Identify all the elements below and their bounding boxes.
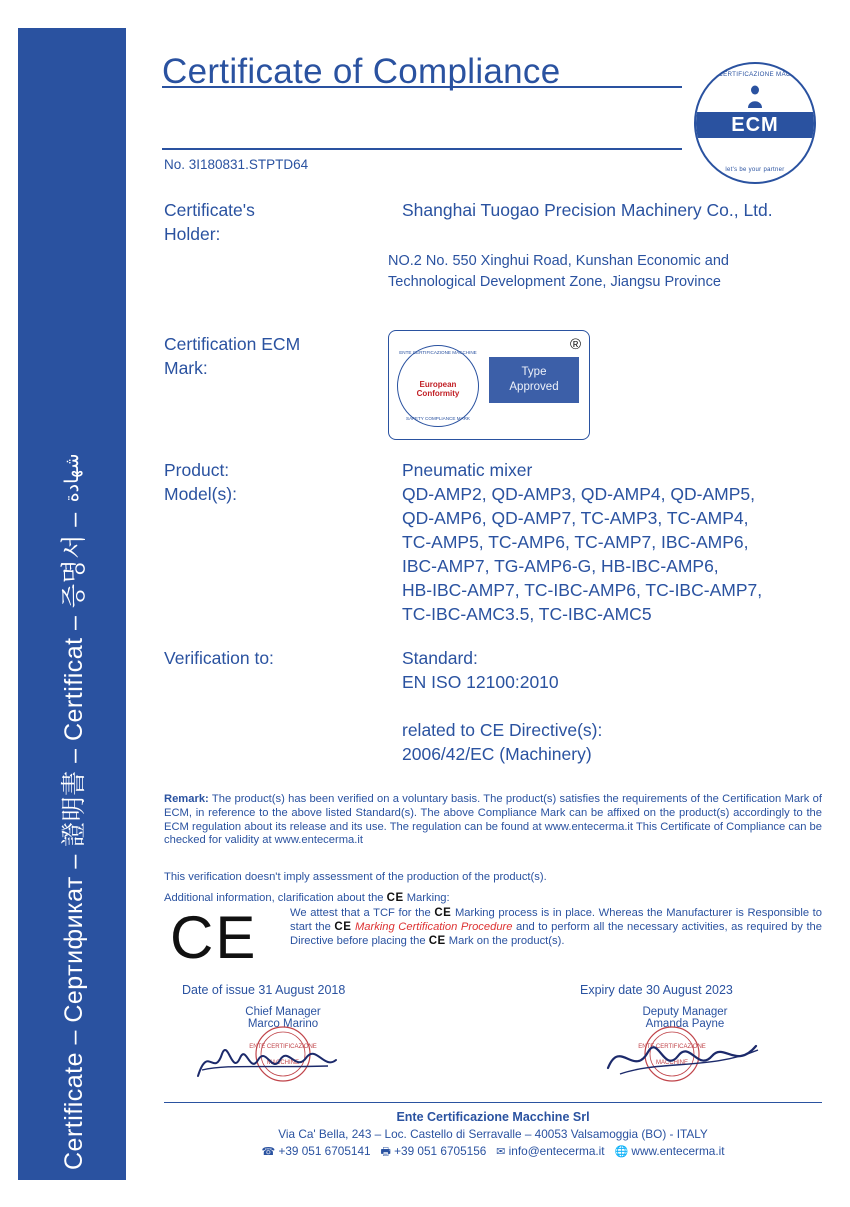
model-line: TC-IBC-AMC3.5, TC-IBC-AMC5	[402, 604, 652, 624]
right-signer-name: Amanda Payne	[645, 1018, 725, 1030]
directive-value	[402, 718, 822, 766]
ce-mark-icon: CE	[428, 935, 446, 947]
type-approved-badge	[489, 357, 579, 403]
certificate-number: No. 3I180831.STPTD64	[164, 157, 309, 172]
model-line: IBC-AMP7, TG-AMP6-G, HB-IBC-AMP6,	[402, 556, 719, 576]
type-approved-line1: Type	[521, 366, 547, 378]
compliance-mark-ring-bottom: SAFETY COMPLIANCE MARK	[406, 416, 470, 421]
additional-info-post: Marking:	[406, 892, 450, 904]
attest-part1: We attest that a TCF for the	[290, 907, 431, 919]
ce-mark-icon: CE	[434, 907, 452, 919]
globe-icon: 🌐	[614, 1146, 629, 1158]
footer-phone: +39 051 6705141	[278, 1144, 371, 1158]
page-title: Certificate of Compliance	[162, 52, 561, 91]
left-language-band	[18, 28, 126, 1180]
ce-mark-icon: CE	[334, 921, 352, 933]
compliance-mark-center-line2: Conformity	[416, 389, 460, 398]
holder-address: NO.2 No. 550 Xinghui Road, Kunshan Economic and Technological Development Zone, Jiangsu Province	[388, 253, 729, 290]
compliance-mark-center	[398, 380, 478, 398]
verification-label: Verification to:	[164, 648, 274, 668]
verification-value	[402, 646, 822, 694]
model-line: HB-IBC-AMP7, TC-IBC-AMP6, TC-IBC-AMP7,	[402, 580, 763, 600]
signature-right	[570, 1006, 800, 1086]
directive-label: related to CE Directive(s):	[402, 720, 603, 740]
ecm-logo-ring-top: ENTE CERTIFICAZIONE MACCHINE	[698, 71, 812, 78]
left-band-languages: Certificate – Сертификат – 證明書 – Certificat – 증명서 –	[60, 512, 88, 1170]
right-signature-image	[590, 1024, 780, 1086]
models-label: Model(s):	[164, 484, 237, 504]
footer-website[interactable]: www.entecerma.it	[631, 1144, 725, 1158]
ecm-mark-label-line1: Certification ECM	[164, 334, 301, 354]
model-line: QD-AMP6, QD-AMP7, TC-AMP3, TC-AMP4,	[402, 508, 749, 528]
left-signer-name: Marco Marino	[247, 1018, 319, 1030]
compliance-mark-center-line1: European	[419, 380, 457, 389]
issue-date: Date of issue 31 August 2018	[182, 983, 346, 997]
verification-note: This verification doesn't imply assessment of the production of the product(s).	[164, 871, 547, 883]
remark-heading: Remark:	[164, 793, 209, 805]
svg-text:MACCHINE: MACCHINE	[266, 1060, 300, 1066]
left-band-arabic: شهادة	[61, 453, 83, 503]
fax-icon: 🖶	[380, 1146, 391, 1158]
standard-value: EN ISO 12100:2010	[402, 672, 559, 692]
holder-label-line1: Certificate's	[164, 200, 255, 220]
certificate-content	[150, 30, 822, 1180]
footer-rule	[164, 1102, 822, 1103]
footer-address: Via Ca' Bella, 243 – Loc. Castello di Serravalle – 40053 Valsamoggia (BO) - ITALY	[278, 1127, 708, 1141]
attest-part2: Marking process is in place. Whereas the Manufacturer is Responsible to start the	[290, 907, 822, 933]
attest-red-text: Marking Certification Procedure	[354, 921, 513, 933]
compliance-mark-ring-top: ENTE CERTIFICAZIONE MACCHINE	[399, 350, 477, 355]
type-approved-line2: Approved	[509, 381, 559, 393]
footer-company: Ente Certificazione Macchine Srl	[396, 1110, 590, 1124]
standard-label: Standard:	[402, 648, 478, 668]
expiry-date: Expiry date 30 August 2023	[580, 983, 733, 997]
attest-part3: and to perform all the necessary activities, as required by the Directive before placing the	[290, 921, 822, 947]
product-value: Pneumatic mixer	[402, 460, 533, 480]
phone-icon: ☎	[261, 1146, 276, 1158]
model-line: QD-AMP2, QD-AMP3, QD-AMP4, QD-AMP5,	[402, 484, 755, 504]
ce-mark-icon: CE	[386, 892, 404, 904]
footer-email[interactable]: info@entecerma.it	[508, 1144, 605, 1158]
ce-logo-large-icon: CE	[170, 904, 258, 971]
holder-label	[164, 198, 389, 246]
holder-name: Shanghai Tuogao Precision Machinery Co., Ltd.	[402, 200, 773, 220]
remark-body: The product(s) has been verified on a voluntary basis. The product(s) satisfies the requirements of the Certification Mark of ECM, in reference to the above listed Standard(s). The above Compliance Mark can be affixed on the product(s) accordingly to the ECM regulation about its release and its use. The regulation can be found at www.entecerma.it This Certificate of Compliance can be checked for validity at www.entecerma.it	[164, 793, 823, 847]
ecm-logo-band: ECM	[696, 112, 814, 138]
registered-symbol: ®	[569, 336, 581, 353]
left-band-text-container	[18, 28, 126, 1180]
compliance-mark-icon	[397, 345, 479, 427]
email-icon: ✉	[496, 1146, 506, 1158]
ecm-logo	[694, 62, 816, 184]
footer-fax: +39 051 6705156	[394, 1144, 487, 1158]
holder-label-line2: Holder:	[164, 224, 221, 244]
model-line: TC-AMP5, TC-AMP6, TC-AMP7, IBC-AMP6,	[402, 532, 749, 552]
product-label: Product:	[164, 460, 230, 480]
ecm-mark-label	[164, 332, 389, 380]
right-signer-role: Deputy Manager	[642, 1006, 728, 1018]
left-signature-image	[188, 1024, 378, 1086]
signature-left	[168, 1006, 398, 1086]
footer	[164, 1108, 822, 1161]
ecm-mark-label-line2: Mark:	[164, 358, 208, 378]
models-value	[402, 482, 822, 626]
ecm-logo-ring-bottom: let's be your partner	[725, 167, 785, 173]
additional-info-pre: Additional information, clarification about the	[164, 892, 384, 904]
attestation-text	[290, 906, 822, 948]
directive-text: 2006/42/EC (Machinery)	[402, 744, 592, 764]
remark-block	[164, 793, 822, 848]
attest-part4: Mark on the product(s).	[448, 935, 565, 947]
additional-info-line	[164, 892, 822, 904]
footer-contacts	[164, 1143, 822, 1161]
ecm-logo-figure-icon	[742, 84, 768, 110]
left-signer-role: Chief Manager	[245, 1006, 321, 1018]
certification-mark-box	[388, 330, 590, 440]
title-rule-bottom	[162, 148, 682, 150]
svg-text:ENTE CERTIFICAZIONE: ENTE CERTIFICAZIONE	[638, 1044, 706, 1050]
svg-text:MACCHINE: MACCHINE	[655, 1060, 689, 1066]
svg-text:ENTE CERTIFICAZIONE: ENTE CERTIFICAZIONE	[249, 1044, 317, 1050]
